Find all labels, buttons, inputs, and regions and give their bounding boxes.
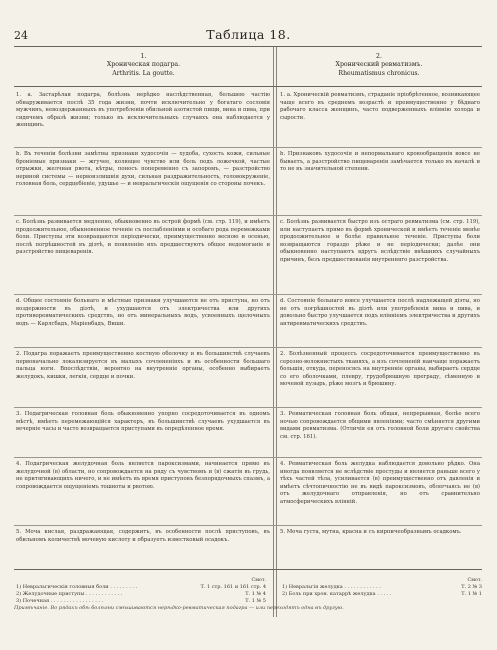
page-number: 24	[14, 29, 28, 42]
left-footnotes	[16, 577, 266, 605]
left-cell-1b: b. Въ теченіи болѣзни замѣтны признаки худосочія — худоба, сухость кожи, сильные броніемые признаки — жгучее, колющее чувство или боль подъ ложечкой, частые отрыжки, желчная рвота, кѣтры, поносъ попеременно съ запоромъ, — разстройство нервной системы — нервоизлишнія духи, сильная раздражительность, головокруженіе, головная боль, сердцебіеніе, удушье — и невральгическія ощущенія со стороны почекъ.	[16, 151, 270, 187]
footnote-text: 2) Боль при хрон. катаррѣ желудка . . . . .	[282, 591, 392, 597]
right-cell-1c: c. Болѣзнь развивается быстро изъ остраго ревматизма (см. стр. 119), или наступаетъ прямо въ формѣ хронической и имѣетъ теченіе менѣе продолжительное и болѣе правильное теченіе. Приступы боли возвращаются гораздо рѣже и не періодически; далѣе они обыкновенно наступаютъ вдругъ вслѣдствіе внѣшнихъ случайныхъ причинъ, безъ предшествованія внутренняго разстройства.	[280, 219, 480, 263]
bottom-note: Примѣчаніе. Во рядахъ обѣ болѣзни смѣшиваются нерѣдко-ревматическая подагра — или переходятъ одна въ другую.	[14, 605, 344, 611]
column-divider-double	[276, 47, 277, 617]
right-cell-2: 2. Болѣзненный процессъ сосредоточивается преимущественно въ серозно-волокнистыхъ тканяхъ, а изъ сочлененій наичаще поражаетъ большія, откуда, переносясь на внутренніе органы, выбираетъ сердце со его оболочками, плевру, грудобрюшную преграду, сѣменную и мочевой пузырь, рѣже мозгъ и брюшину.	[280, 351, 480, 387]
left-cell-5: 5. Моча кислая, раздражающая, содержитъ, въ особенности послѣ приступовъ, въ обильномъ количествѣ мочевую кислоту и образуетъ известковый осадокъ.	[16, 529, 270, 543]
footnote-ref: Т. 1 стр. 161 и 161 стр. 4	[200, 584, 266, 590]
right-column-header	[276, 53, 482, 78]
footnote-item	[16, 584, 266, 591]
left-cell-1d: d. Общее состояніе больнаго и мѣстные признаки улучшаются не отъ пристуна, но отъ воздержности въ діэтѣ, и ухудшаются отъ электричества или другихъ противоревматическихъ средствъ, но отъ минеральныхъ водъ, усвоенныхъ щелочныхъ водъ — Карлсбадъ, Маріенбадъ, Виши.	[16, 298, 270, 327]
row-separator	[14, 215, 482, 216]
left-cell-1c: c. Болѣзнь развивается медленно, обыкновенно въ острой формѣ (см. стр. 119), и имѣетъ продолжительное, обыкновенное теченіе съ послабленіями и особаго рода перемежками боли. Приступы эти возвращаются періодически, преимущественно весною и осенью, послѣ погрѣшностей въ діэтѣ, и появленію ихъ предшествуютъ общее недомоганіе и разстройство пищеваренія.	[16, 219, 270, 255]
right-cell-1b: b. Признаковъ худосочія и непормальнаго кровообращенія вовсе не бываетъ, а разстройство пищеваренія замѣчается только въ началѣ и то не въ значительной степени.	[280, 151, 480, 172]
header-separator	[14, 86, 482, 87]
footnote-item	[16, 591, 266, 598]
footnote-text: 1) Невральгія желудка . . . . . . . . . . . .	[282, 584, 381, 590]
left-header-number: 1.	[140, 53, 147, 60]
row-separator	[14, 525, 482, 526]
right-cell-4: 4. Ревматическая боль желудка наблюдается довольно рѣдко. Она иногда появляется не вслѣдствіе простуды и является раньше всего у тѣхъ частей тѣла, усиливается (в) преимущественно отъ давленія и имѣетъ сѣчтопичностію не въ видѣ пароксизмовъ, облегчаясь не (в) отъ желудочнаго отправленія, но отъ сравнительно атмосферическихъ вліяній.	[280, 461, 480, 505]
column-divider	[273, 47, 274, 617]
footnote-ref: Т. 1 № 5	[245, 598, 266, 604]
footnote-text: 3) Почечная . . . . . . . . . . . . . . . . .	[16, 598, 104, 604]
footnote-ref: Т. 1 № 1	[461, 591, 482, 597]
right-footnotes	[282, 577, 482, 598]
right-cell-1a: 1. а. Хроническій ревматизмъ, страданіе пріобрѣтенное, возникающее чаще всего въ среднемъ возрастѣ и преимущественно у бѣднаго рабочаго класса женщинъ, часто подверженныхъ вліянію холода и сырости.	[280, 92, 480, 121]
right-cell-1d: d. Состояніе больнаго вовсе улучшается послѣ надлежащей діэты, но не отъ погрѣшностей въ діэтѣ или употребленія вина и пива, и довольно быстро улучшается подъ вліяніемъ электричества и другихъ антиревматическихъ средствъ.	[280, 298, 480, 327]
right-footnote-header: Смот.	[467, 578, 482, 583]
page-title: Таблица 18.	[206, 27, 291, 42]
table-frame	[14, 46, 482, 617]
row-separator	[14, 147, 482, 148]
right-cell-3: 3. Ревматическая головная боль общая, непрерывная, болѣе всего ночью сопровождается общими явленіями; часто смѣняется другими видами ревматизма. (Отличія ея отъ головной боли другаго свойства см. стр. 161).	[280, 411, 480, 440]
footnote-text: 2) Желудочные приступы . . . . . . . . . . . .	[16, 591, 123, 597]
left-cell-2: 2. Подагра поражаетъ преимущественно костную оболочку и въ большинствѣ случаевъ первоначально локализируется въ малыхъ сочлененіяхъ и въ особенности большаго пальца ноги. Впослѣдствіи, вероятно на внутренніе органы, особенно выбираетъ желудокъ, кишки, легкія, сердце и почки.	[16, 351, 270, 380]
footnote-item	[16, 598, 266, 605]
left-header-subtitle: Arthritis. La goutte.	[112, 69, 175, 77]
right-header-subtitle: Rheumatismus chronicus.	[338, 69, 420, 77]
row-separator	[14, 347, 482, 348]
left-column-header	[14, 53, 273, 78]
left-cell-4: 4. Подагрическая желудочная боль является пароксизмами, начинается прямо въ желудочной (в) области, но сопровождается на ряду съ чувствомъ и (в) сжатія въ грудь, не притягивающихъ ничего, и не имѣетъ въ время приступовъ безпорядочныхъ спазмъ, а сопровождается ощущеніемъ тошноты и рвотою.	[16, 461, 270, 490]
footnote-text: 1) Невральгическія головныя боли . . . . . . . . .	[16, 584, 138, 590]
left-footnote-header: Смот.	[251, 578, 266, 583]
right-header-number: 2.	[376, 53, 382, 60]
right-cell-5: 5. Моча густа, мутна, красна и съ кирпичеобразнымъ осадкомъ.	[280, 529, 462, 535]
right-header-title: Хронический ревматизмъ.	[335, 61, 423, 69]
footnote-ref: Т. 2 № 3	[461, 584, 482, 590]
row-separator	[14, 457, 482, 458]
row-separator	[14, 294, 482, 295]
left-cell-3: 3. Подагрическая головная боль обыкновенно упорно сосредоточивается въ одномъ мѣстѣ, имѣетъ перемежающійся характеръ, въ большинствѣ случаевъ ухудшается въ вечерніе часы и часто возвращается приступами въ опредѣленное время.	[16, 411, 270, 432]
footnote-ref: Т. 1 № 4	[245, 591, 266, 597]
left-cell-1a: 1. а. Застарѣлая подагра, болѣзнь нерѣдко наслѣдственная, большею частію обнаруживается послѣ 35 года жизни, почти исключительно у богатаго сословія мужчинъ, невоздержанныхъ въ употребленіи обильной азотистой пищи, вина и пива, при сидячемъ образѣ жизни; только въ исключительныхъ случаяхъ она наблюдается у женщинъ.	[16, 92, 270, 128]
table-bottom-rule	[14, 569, 482, 570]
row-separator	[14, 407, 482, 408]
left-header-title: Хроническая подагра.	[106, 61, 181, 69]
footnote-item	[282, 591, 482, 598]
footnote-item	[282, 584, 482, 591]
